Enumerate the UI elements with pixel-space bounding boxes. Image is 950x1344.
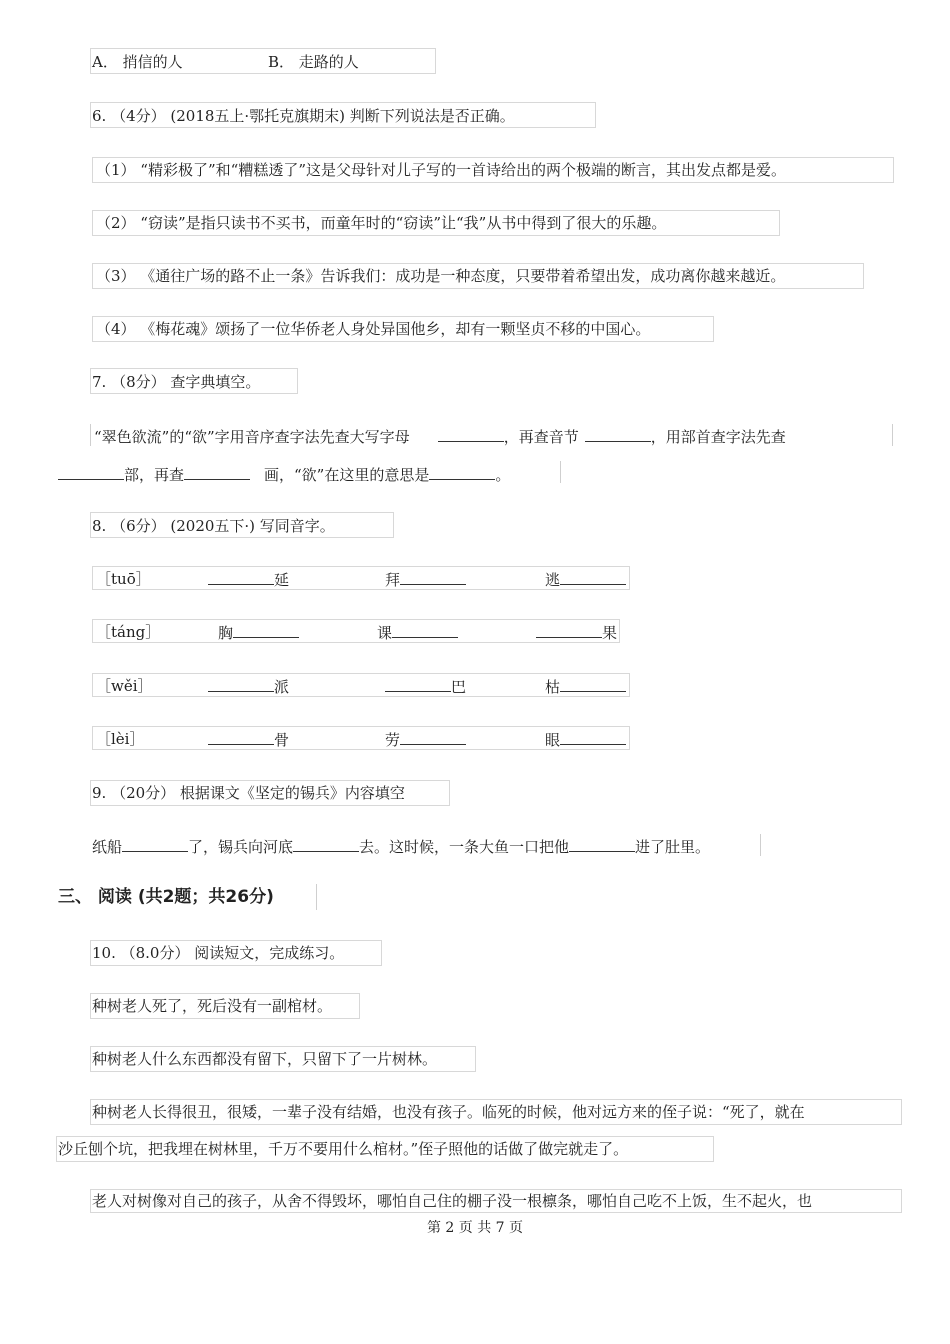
fill-text: [58, 464, 510, 485]
homophone-cell: [218, 622, 299, 643]
paragraph-marker: [760, 834, 761, 856]
homophone-cell: [208, 729, 289, 750]
homophone-cell: [208, 569, 289, 590]
homophone-cell: [385, 729, 466, 750]
question-10-header: 10. （8.0分） 阅读短文，完成练习。: [92, 944, 345, 962]
fill-text-part: 了，锡兵向河底: [188, 838, 294, 856]
answer-blank[interactable]: [536, 622, 602, 638]
given-char: 课: [377, 624, 393, 642]
answer-blank[interactable]: [385, 676, 451, 692]
fill-text-part: 进了肚里。: [635, 838, 711, 856]
passage-paragraph: 沙丘刨个坑，把我埋在树林里，千万不要用什么棺材。”侄子照他的话做了做完就走了。: [58, 1140, 629, 1158]
homophone-cell: [545, 676, 626, 697]
given-char: 延: [274, 571, 290, 589]
answer-blank[interactable]: [585, 426, 651, 442]
answer-blank[interactable]: [233, 622, 299, 638]
answer-blank[interactable]: [122, 836, 188, 852]
judgement-item: （2） “窃读”是指只读书不买书，而童年时的“窃读”让“我”从书中得到了很大的乐趣。: [96, 214, 667, 232]
answer-blank[interactable]: [392, 622, 458, 638]
fill-text-part: 部，再查: [124, 466, 185, 484]
answer-blank[interactable]: [58, 464, 124, 480]
fill-text-part: 去。这时候，一条大鱼一口把他: [359, 838, 570, 856]
homophone-cell: [545, 729, 626, 750]
answer-blank[interactable]: [184, 464, 250, 480]
judgement-item: （3） 《通往广场的路不止一条》告诉我们：成功是一种态度，只要带着希望出发，成功离你越来越近。: [96, 267, 786, 285]
fill-text-part: ，用部首查字法先查: [650, 428, 786, 446]
option-a: A． 捎信的人: [92, 53, 183, 71]
fill-text: [92, 836, 710, 857]
homophone-cell: [536, 622, 617, 643]
pinyin-label: ［wěi］: [96, 677, 153, 695]
homophone-cell: [208, 676, 289, 697]
fill-text-part: 纸船: [92, 838, 123, 856]
passage-paragraph: 种树老人什么东西都没有留下，只留下了一片树林。: [92, 1050, 438, 1068]
given-char: 眼: [545, 731, 561, 749]
fill-text-part: 。: [495, 466, 511, 484]
homophone-cell: [545, 569, 626, 590]
answer-blank[interactable]: [429, 464, 495, 480]
given-char: 骨: [274, 731, 290, 749]
homophone-cell: [377, 622, 458, 643]
answer-blank[interactable]: [560, 676, 626, 692]
section-marker: [316, 884, 317, 910]
passage-paragraph: 种树老人长得很丑，很矮，一辈子没有结婚，也没有孩子。临死的时候，他对远方来的侄子说：“死了，就在: [92, 1103, 805, 1121]
section-title: 三、 阅读 (共2题；共26分): [58, 887, 274, 907]
passage-paragraph: 老人对树像对自己的孩子，从舍不得毁坏，哪怕自己住的棚子没一根檩条，哪怕自己吃不上饭，生不起火，也: [92, 1192, 813, 1210]
answer-blank[interactable]: [208, 569, 274, 585]
answer-blank[interactable]: [569, 836, 635, 852]
pinyin-label: ［tuō］: [96, 570, 151, 588]
question-8-header: 8. （6分） (2020五下·) 写同音字。: [92, 517, 335, 535]
given-char: 逃: [545, 571, 561, 589]
question-9-header: 9. （20分） 根据课文《坚定的锡兵》内容填空: [92, 784, 405, 802]
paragraph-marker: [560, 461, 561, 483]
answer-blank[interactable]: [293, 836, 359, 852]
judgement-item: （4） 《梅花魂》颂扬了一位华侨老人身处异国他乡，却有一颗坚贞不移的中国心。: [96, 320, 651, 338]
answer-blank[interactable]: [208, 676, 274, 692]
pinyin-label: ［lèi］: [96, 730, 145, 748]
answer-blank[interactable]: [400, 569, 466, 585]
given-char: 劳: [385, 731, 401, 749]
given-char: 胸: [218, 624, 234, 642]
given-char: 果: [602, 624, 618, 642]
homophone-cell: [385, 569, 466, 590]
answer-blank[interactable]: [208, 729, 274, 745]
question-7-header: 7. （8分） 查字典填空。: [92, 373, 261, 391]
answer-blank[interactable]: [560, 729, 626, 745]
paragraph-marker: [90, 424, 91, 446]
judgement-item: （1） “精彩极了”和“糟糕透了”这是父母针对儿子写的一首诗给出的两个极端的断言，其出发点都是爱。: [96, 161, 786, 179]
passage-paragraph: 种树老人死了，死后没有一副棺材。: [92, 997, 333, 1015]
answer-blank[interactable]: [438, 426, 504, 442]
given-char: 巴: [451, 678, 467, 696]
fill-text: [94, 426, 786, 447]
given-char: 派: [274, 678, 290, 696]
fill-text-part: ，再查音节: [503, 428, 579, 446]
given-char: 枯: [545, 678, 561, 696]
fill-text-part: “翠色欲流”的“欲”字用音序查字法先查大写字母: [94, 428, 410, 446]
page-footer: 第 2 页 共 7 页: [426, 1220, 524, 1236]
question-6-header: 6. （4分） (2018五上·鄂托克旗期末) 判断下列说法是否正确。: [92, 107, 515, 125]
homophone-cell: [385, 676, 466, 697]
paragraph-marker: [892, 424, 893, 446]
answer-blank[interactable]: [400, 729, 466, 745]
option-b: B． 走路的人: [268, 53, 359, 71]
pinyin-label: ［táng］: [96, 623, 161, 641]
given-char: 拜: [385, 571, 401, 589]
fill-text-part: 画，“欲”在这里的意思是: [264, 466, 430, 484]
answer-blank[interactable]: [560, 569, 626, 585]
